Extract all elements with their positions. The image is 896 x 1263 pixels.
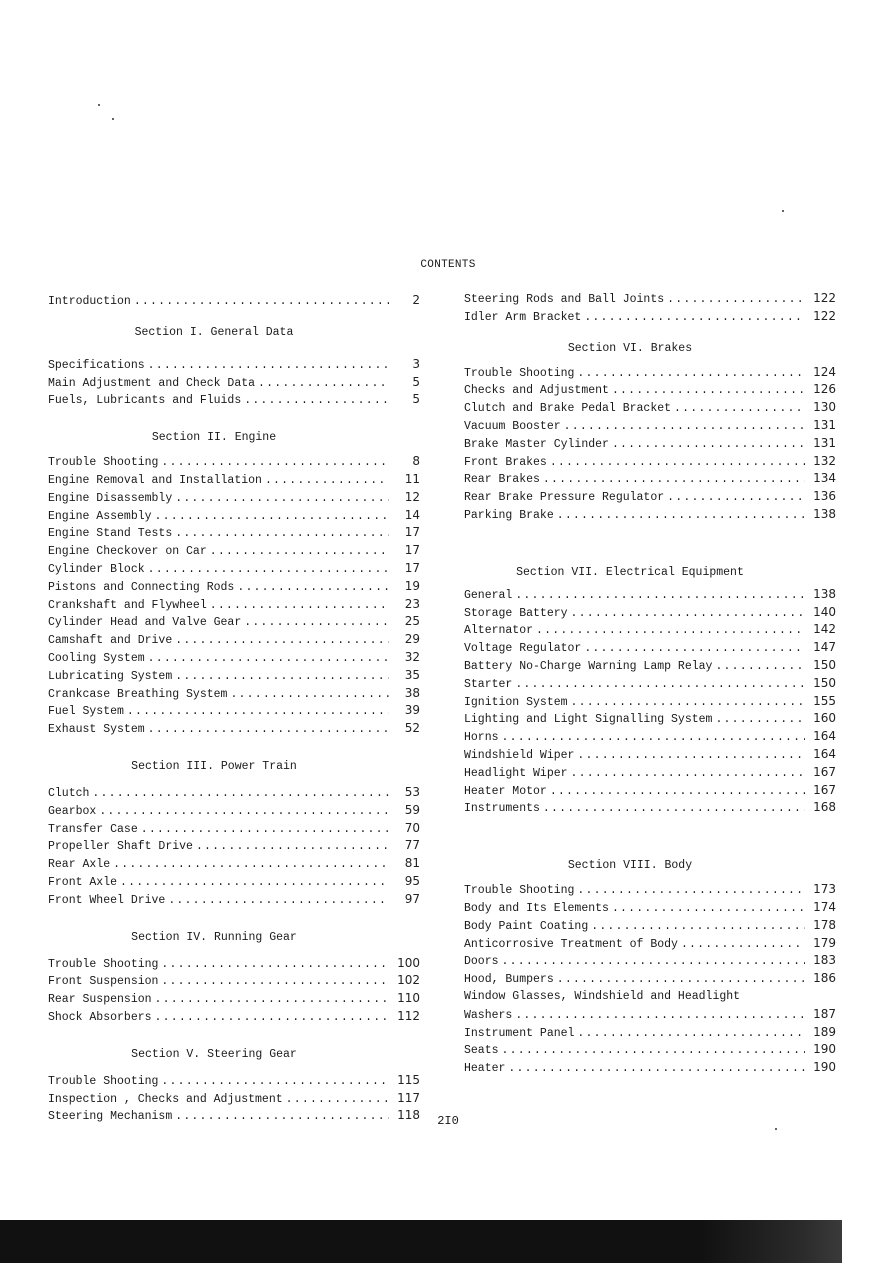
entry-page: 190 xyxy=(813,1060,836,1075)
entry-page: 115 xyxy=(397,1072,420,1087)
entry-label: Clutch xyxy=(48,786,90,800)
leader-dots xyxy=(210,543,389,561)
toc-entry[interactable] xyxy=(464,639,836,657)
entry-label: Lubricating System xyxy=(48,669,173,683)
entry-page: 164 xyxy=(813,746,836,761)
leader-dots xyxy=(244,392,389,410)
leader-dots xyxy=(155,508,389,526)
leader-dots xyxy=(584,309,805,327)
entry-page: 122 xyxy=(813,291,836,305)
entry-page: 102 xyxy=(397,973,420,988)
toc-entry[interactable] xyxy=(48,542,420,560)
entry-page: 25 xyxy=(404,614,420,629)
toc-entry[interactable] xyxy=(48,1008,420,1026)
toc-entry[interactable] xyxy=(48,990,420,1008)
entry-label: Instruments xyxy=(464,802,540,816)
entry-label: Trouble Shooting xyxy=(48,1074,159,1088)
entry-page: 17 xyxy=(404,560,420,575)
toc-entry[interactable] xyxy=(48,891,420,909)
entry-page: 8 xyxy=(412,454,420,469)
toc-entry[interactable] xyxy=(464,417,836,435)
section-entries xyxy=(464,881,836,988)
section-heading: Section I. General Data xyxy=(134,325,294,339)
entry-page: 138 xyxy=(813,586,836,601)
entry-page: 59 xyxy=(404,802,420,817)
leader-dots xyxy=(175,490,389,508)
toc-entry[interactable] xyxy=(48,873,420,891)
entry-page: 168 xyxy=(813,800,836,815)
leader-dots xyxy=(502,729,805,747)
section-heading: Section V. Steering Gear xyxy=(131,1047,297,1061)
entry-label: Rear Suspension xyxy=(48,993,152,1007)
toc-entry[interactable] xyxy=(464,764,836,782)
entry-label: General xyxy=(464,588,513,602)
entry-label: Engine Assembly xyxy=(48,509,152,523)
toc-entry[interactable] xyxy=(48,649,420,667)
leader-dots xyxy=(113,856,389,874)
entry-page: 179 xyxy=(813,935,836,950)
entry-label: Crankshaft and Flywheel xyxy=(48,598,207,612)
entry-label: Horns xyxy=(464,731,499,745)
toc-entry-introduction[interactable] xyxy=(48,292,420,310)
toc-entry[interactable] xyxy=(48,596,420,614)
entry-label: Checks and Adjustment xyxy=(464,384,609,398)
entry-page: 112 xyxy=(397,1008,420,1023)
toc-entry[interactable] xyxy=(48,720,420,738)
entry-page: 12 xyxy=(404,489,420,504)
leader-dots xyxy=(571,765,805,783)
leader-dots xyxy=(148,561,389,579)
section-entries xyxy=(48,453,420,738)
toc-entry[interactable] xyxy=(464,728,836,746)
entry-page: 131 xyxy=(813,417,836,432)
entry-page: 167 xyxy=(813,764,836,779)
section-entries xyxy=(464,586,836,817)
entry-label: Engine Stand Tests xyxy=(48,527,173,541)
entry-label: Steering Mechanism xyxy=(48,1110,173,1124)
entry-label: Engine Disassembly xyxy=(48,491,173,505)
scan-speck xyxy=(775,1128,777,1130)
toc-entry[interactable] xyxy=(464,710,836,728)
page-title: CONTENTS xyxy=(420,259,476,271)
leader-dots xyxy=(557,971,805,989)
section-entries xyxy=(48,784,420,909)
leader-dots xyxy=(155,991,389,1009)
leader-dots xyxy=(577,1025,805,1043)
entry-page: 23 xyxy=(404,596,420,611)
toc-entry[interactable] xyxy=(48,631,420,649)
toc-entry[interactable] xyxy=(48,784,420,802)
toc-entry[interactable] xyxy=(48,356,420,374)
leader-dots xyxy=(515,676,805,694)
entry-page: 97 xyxy=(404,891,420,906)
toc-entry[interactable] xyxy=(48,560,420,578)
leader-dots xyxy=(502,1042,805,1060)
toc-entry[interactable] xyxy=(464,1059,836,1077)
entry-label: Crankcase Breathing System xyxy=(48,687,228,701)
leader-dots xyxy=(681,936,805,954)
leader-dots xyxy=(674,400,805,418)
leader-dots xyxy=(667,291,805,309)
entry-label: Front Wheel Drive xyxy=(48,893,166,907)
entry-page: 134 xyxy=(813,471,836,486)
entry-label: Trouble Shooting xyxy=(464,366,575,380)
toc-entry[interactable] xyxy=(48,453,420,471)
leader-dots xyxy=(175,632,389,650)
entry-page: 35 xyxy=(404,667,420,682)
entry-page: 118 xyxy=(397,1108,420,1123)
entry-label: Fuels, Lubricants and Fluids xyxy=(48,394,242,408)
entry-page: 122 xyxy=(813,308,836,323)
entry-label: Front Axle xyxy=(48,875,118,889)
page-number: 2I0 xyxy=(437,1114,459,1128)
leader-dots xyxy=(230,686,389,704)
toc-entry[interactable] xyxy=(464,1041,836,1059)
entry-page: 178 xyxy=(813,917,836,932)
leader-dots xyxy=(571,694,805,712)
toc-entry[interactable] xyxy=(48,613,420,631)
leader-dots xyxy=(715,658,805,676)
leader-dots xyxy=(161,1073,389,1091)
toc-entry[interactable] xyxy=(48,374,420,392)
entry-label: Introduction xyxy=(48,295,131,308)
leader-dots xyxy=(543,471,805,489)
entry-label: Gearbox xyxy=(48,804,97,818)
section-heading: Section VIII. Body xyxy=(567,859,693,873)
entry-label: Rear Axle xyxy=(48,858,111,872)
entry-page: 52 xyxy=(404,721,420,736)
entry-label: Trouble Shooting xyxy=(464,884,575,898)
entry-label: Trouble Shooting xyxy=(48,957,159,971)
entry-label: Steering Rods and Ball Joints xyxy=(464,293,665,306)
entry-page: 110 xyxy=(397,991,420,1006)
toc-entry[interactable] xyxy=(464,364,836,382)
toc-entry[interactable] xyxy=(464,470,836,488)
entry-page: 190 xyxy=(813,1042,836,1057)
entry-page: 5 xyxy=(412,374,420,389)
toc-entry[interactable] xyxy=(464,1024,836,1042)
leader-dots xyxy=(577,365,805,383)
entry-page: 14 xyxy=(404,507,420,522)
entry-label: Doors xyxy=(464,955,499,969)
leader-dots xyxy=(127,703,389,721)
entry-page: 32 xyxy=(404,649,420,664)
entry-page: 38 xyxy=(404,685,420,700)
entry-label: Idler Arm Bracket xyxy=(464,310,582,324)
entry-label: Brake Master Cylinder xyxy=(464,437,609,451)
entry-label: Specifications xyxy=(48,358,145,372)
entry-label: Cooling System xyxy=(48,651,145,665)
entry-label: Windshield Wiper xyxy=(464,748,575,762)
leader-dots xyxy=(134,293,389,311)
leader-dots xyxy=(715,711,805,729)
entry-page: 81 xyxy=(404,856,420,871)
entry-label: Parking Brake xyxy=(464,508,554,522)
entry-page: 5 xyxy=(412,392,420,407)
toc-entry[interactable] xyxy=(464,453,836,471)
scan-bottom-bar xyxy=(0,1220,842,1263)
entry-label: Heater Motor xyxy=(464,784,547,798)
entry-page: 11 xyxy=(404,471,420,486)
toc-entry[interactable] xyxy=(48,955,420,973)
leader-dots xyxy=(237,579,389,597)
entry-label: Fuel System xyxy=(48,705,124,719)
scan-speck xyxy=(112,118,114,120)
toc-entry[interactable] xyxy=(48,507,420,525)
entry-label: Camshaft and Drive xyxy=(48,634,173,648)
toc-entry[interactable] xyxy=(48,471,420,489)
section-heading: Section VI. Brakes xyxy=(567,341,693,355)
section-entries xyxy=(48,955,420,1026)
leader-dots xyxy=(244,614,389,632)
entry-label-wrapped[interactable]: Window Glasses, Windshield and Headlight xyxy=(464,989,741,1003)
entry-page: 187 xyxy=(813,1006,836,1021)
section-heading: Section IV. Running Gear xyxy=(131,930,297,944)
entry-label: Storage Battery xyxy=(464,606,568,620)
section-entries xyxy=(464,1006,836,1077)
toc-entry[interactable] xyxy=(464,917,836,935)
toc-entry[interactable] xyxy=(48,702,420,720)
entry-label: Instrument Panel xyxy=(464,1026,575,1040)
entry-label: Exhaust System xyxy=(48,723,145,737)
entry-page: 155 xyxy=(813,693,836,708)
toc-entry[interactable] xyxy=(464,881,836,899)
entry-page: 2 xyxy=(412,293,420,307)
leader-dots xyxy=(515,1007,805,1025)
entry-label: Propeller Shaft Drive xyxy=(48,840,193,854)
entry-label: Engine Removal and Installation xyxy=(48,473,262,487)
toc-entry[interactable] xyxy=(48,524,420,542)
entry-page: 17 xyxy=(404,525,420,540)
entry-label: Voltage Regulator xyxy=(464,642,582,656)
leader-dots xyxy=(557,507,805,525)
toc-entry[interactable] xyxy=(464,586,836,604)
leader-dots xyxy=(161,973,389,991)
entry-page: 167 xyxy=(813,782,836,797)
entry-label: Front Brakes xyxy=(464,455,547,469)
leader-dots xyxy=(265,472,389,490)
scan-speck xyxy=(98,104,100,106)
entry-page: 140 xyxy=(813,604,836,619)
entry-page: 131 xyxy=(813,435,836,450)
entry-page: 100 xyxy=(397,955,420,970)
entry-page: 136 xyxy=(813,489,836,504)
toc-entry[interactable] xyxy=(464,782,836,800)
entry-page: 186 xyxy=(813,971,836,986)
entry-label: Cylinder Block xyxy=(48,562,145,576)
toc-entry[interactable] xyxy=(464,381,836,399)
entry-label: Anticorrosive Treatment of Body xyxy=(464,937,678,951)
leader-dots xyxy=(536,622,805,640)
entry-page: 95 xyxy=(404,873,420,888)
entry-page: 173 xyxy=(813,882,836,897)
entry-label: Rear Brakes xyxy=(464,473,540,487)
entry-page: 53 xyxy=(404,784,420,799)
toc-entry[interactable] xyxy=(48,489,420,507)
leader-dots xyxy=(550,454,805,472)
entry-label: Ignition System xyxy=(464,695,568,709)
toc-entry[interactable] xyxy=(464,952,836,970)
entry-label: Shock Absorbers xyxy=(48,1010,152,1024)
leader-dots xyxy=(564,418,805,436)
toc-entry[interactable] xyxy=(464,746,836,764)
entry-label: Trouble Shooting xyxy=(48,456,159,470)
entry-label: Inspection , Checks and Adjustment xyxy=(48,1092,283,1106)
entry-label: Battery No-Charge Warning Lamp Relay xyxy=(464,659,713,673)
scan-speck xyxy=(782,210,784,212)
leader-dots xyxy=(612,436,805,454)
toc-entry[interactable] xyxy=(464,799,836,817)
entry-label: Headlight Wiper xyxy=(464,766,568,780)
leader-dots xyxy=(148,721,389,739)
leader-dots xyxy=(168,892,389,910)
leader-dots xyxy=(591,918,805,936)
toc-entry[interactable] xyxy=(464,435,836,453)
entry-page: 150 xyxy=(813,657,836,672)
leader-dots xyxy=(92,785,389,803)
leader-dots xyxy=(612,900,805,918)
leader-dots xyxy=(508,1060,805,1078)
leader-dots xyxy=(543,800,805,818)
entry-label: Hood, Bumpers xyxy=(464,973,554,987)
toc-entry[interactable] xyxy=(464,899,836,917)
entry-page: 160 xyxy=(813,711,836,726)
entry-page: 29 xyxy=(404,632,420,647)
leader-dots xyxy=(161,454,389,472)
section-entries xyxy=(48,356,420,409)
toc-entry[interactable] xyxy=(464,693,836,711)
entry-page: 189 xyxy=(813,1024,836,1039)
entry-label: Seats xyxy=(464,1044,499,1058)
entry-page: 3 xyxy=(412,356,420,371)
toc-entry[interactable] xyxy=(464,1006,836,1024)
leader-dots xyxy=(286,1091,389,1109)
toc-entry[interactable] xyxy=(464,290,836,308)
toc-entry[interactable] xyxy=(464,604,836,622)
leader-dots xyxy=(175,525,389,543)
entry-page: 77 xyxy=(404,838,420,853)
entry-label: Engine Checkover on Car xyxy=(48,545,207,559)
section-heading: Section VII. Electrical Equipment xyxy=(516,565,744,579)
toc-entry[interactable] xyxy=(464,970,836,988)
leader-dots xyxy=(577,882,805,900)
toc-left-column xyxy=(48,292,420,1125)
leader-dots xyxy=(148,650,389,668)
entry-page: 132 xyxy=(813,453,836,468)
toc-entry[interactable] xyxy=(48,667,420,685)
leader-dots xyxy=(210,597,389,615)
toc-entry[interactable] xyxy=(48,1072,420,1090)
leader-dots xyxy=(120,874,389,892)
entry-page: 142 xyxy=(813,622,836,637)
entry-label: Rear Brake Pressure Regulator xyxy=(464,491,665,505)
entry-page: 150 xyxy=(813,675,836,690)
entry-page: 130 xyxy=(813,400,836,415)
entry-page: 174 xyxy=(813,899,836,914)
entry-label: Lighting and Light Signalling System xyxy=(464,713,713,727)
entry-label: Body Paint Coating xyxy=(464,919,589,933)
entry-label: Heater xyxy=(464,1062,506,1076)
leader-dots xyxy=(577,747,805,765)
section-entries xyxy=(464,364,836,524)
leader-dots xyxy=(175,668,389,686)
toc-entry[interactable] xyxy=(48,578,420,596)
entry-page: 124 xyxy=(813,364,836,379)
entry-page: 117 xyxy=(397,1090,420,1105)
entry-label: Body and Its Elements xyxy=(464,901,609,915)
entry-label: Pistons and Connecting Rods xyxy=(48,580,235,594)
entry-page: 70 xyxy=(404,820,420,835)
leader-dots xyxy=(161,956,389,974)
toc-entry[interactable] xyxy=(464,657,836,675)
entry-page: 126 xyxy=(813,382,836,397)
entry-label: Cylinder Head and Valve Gear xyxy=(48,616,242,630)
leader-dots xyxy=(584,640,805,658)
entry-label: Vacuum Booster xyxy=(464,419,561,433)
toc-entry[interactable] xyxy=(464,506,836,524)
leader-dots xyxy=(196,838,389,856)
toc-entry[interactable] xyxy=(464,935,836,953)
entry-page: 164 xyxy=(813,729,836,744)
section-heading: Section II. Engine xyxy=(151,431,277,445)
entry-label: Main Adjustment and Check Data xyxy=(48,376,256,390)
entry-label: Front Suspension xyxy=(48,975,159,989)
entry-page: 17 xyxy=(404,543,420,558)
leader-dots xyxy=(258,375,389,393)
leader-dots xyxy=(99,803,389,821)
entry-label: Starter xyxy=(464,677,513,691)
leader-dots xyxy=(148,357,389,375)
entry-label: Washers xyxy=(464,1008,513,1022)
toc-entry[interactable] xyxy=(48,837,420,855)
entry-page: 147 xyxy=(813,640,836,655)
toc-entry[interactable] xyxy=(464,488,836,506)
entry-page: 183 xyxy=(813,953,836,968)
leader-dots xyxy=(571,605,805,623)
toc-entry[interactable] xyxy=(48,1090,420,1108)
toc-entry[interactable] xyxy=(48,391,420,409)
leader-dots xyxy=(502,953,805,971)
toc-entry[interactable] xyxy=(464,621,836,639)
toc-entry[interactable] xyxy=(464,308,836,326)
leader-dots xyxy=(667,489,805,507)
entry-label: Clutch and Brake Pedal Bracket xyxy=(464,402,672,416)
toc-entry[interactable] xyxy=(48,685,420,703)
leader-dots xyxy=(141,821,389,839)
entry-page: 138 xyxy=(813,506,836,521)
section-entries xyxy=(464,290,836,326)
toc-entry[interactable] xyxy=(48,820,420,838)
toc-entry[interactable] xyxy=(48,972,420,990)
entry-label: Transfer Case xyxy=(48,822,138,836)
leader-dots xyxy=(612,382,805,400)
toc-right-column xyxy=(464,290,836,1077)
toc-entry[interactable] xyxy=(464,675,836,693)
entry-page: 39 xyxy=(404,703,420,718)
toc-entry[interactable] xyxy=(48,802,420,820)
leader-dots xyxy=(515,587,805,605)
leader-dots xyxy=(550,783,805,801)
toc-entry[interactable] xyxy=(464,399,836,417)
leader-dots xyxy=(155,1009,389,1027)
section-heading: Section III. Power Train xyxy=(131,759,297,773)
entry-label: Alternator xyxy=(464,624,534,638)
toc-entry[interactable] xyxy=(48,855,420,873)
entry-page: 19 xyxy=(404,578,420,593)
